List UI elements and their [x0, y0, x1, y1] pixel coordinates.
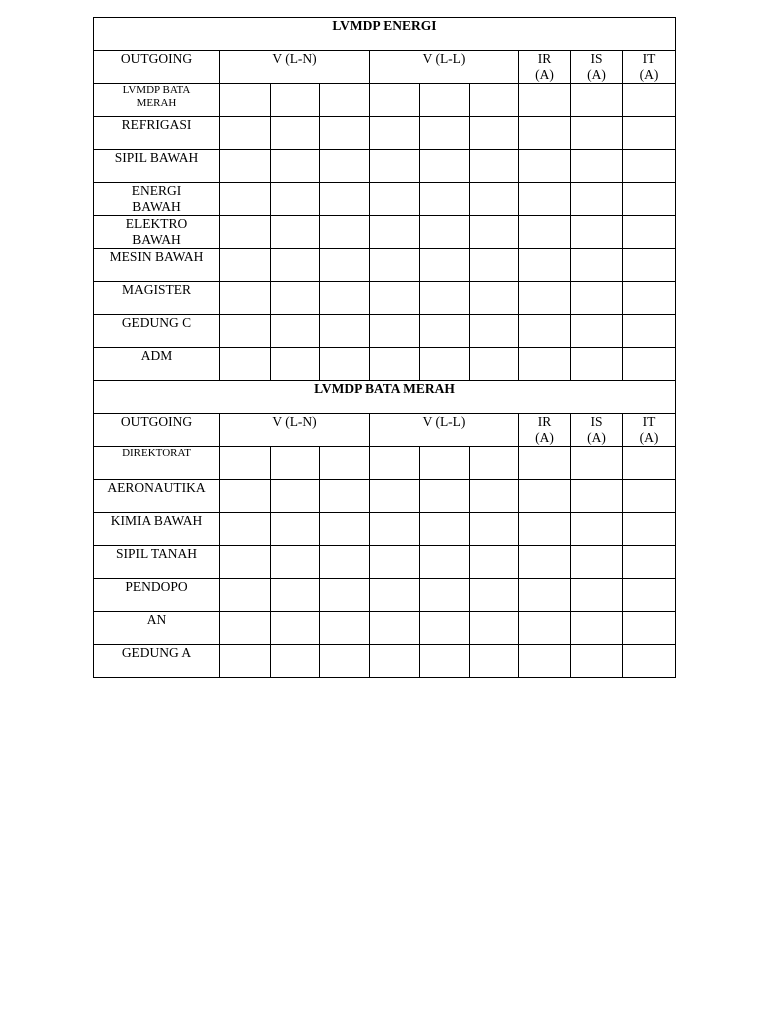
- reading-cell[interactable]: [571, 645, 623, 678]
- table-body: [94, 18, 676, 678]
- reading-cell[interactable]: [571, 315, 623, 348]
- reading-cell[interactable]: [420, 348, 470, 381]
- text-line: SIPIL BAWAH: [114, 150, 199, 165]
- reading-cell[interactable]: [420, 216, 470, 249]
- reading-cell[interactable]: [571, 117, 623, 150]
- text-line: LVMDP BATA: [122, 84, 191, 96]
- reading-cell[interactable]: [623, 84, 676, 117]
- reading-cell[interactable]: [320, 579, 370, 612]
- outgoing-label: [94, 480, 220, 513]
- reading-cell[interactable]: [623, 348, 676, 381]
- outgoing-label: [94, 150, 220, 183]
- reading-cell[interactable]: [420, 150, 470, 183]
- reading-cell[interactable]: [571, 348, 623, 381]
- reading-cell[interactable]: [519, 480, 571, 513]
- text-line: GEDUNG C: [121, 315, 192, 330]
- text-line: SIPIL TANAH: [115, 546, 198, 561]
- reading-cell[interactable]: [220, 216, 271, 249]
- reading-cell[interactable]: [623, 480, 676, 513]
- reading-cell[interactable]: [571, 447, 623, 480]
- reading-cell[interactable]: [271, 282, 320, 315]
- reading-cell[interactable]: [320, 150, 370, 183]
- reading-cell[interactable]: [370, 84, 420, 117]
- reading-cell[interactable]: [519, 645, 571, 678]
- text-line: (A): [639, 430, 659, 445]
- reading-cell[interactable]: [623, 612, 676, 645]
- reading-cell[interactable]: [623, 282, 676, 315]
- text-line: DIREKTORAT: [122, 447, 191, 459]
- reading-cell[interactable]: [470, 84, 519, 117]
- reading-cell[interactable]: [623, 150, 676, 183]
- text-line: AERONAUTIKA: [107, 480, 206, 495]
- text-line: (A): [535, 430, 554, 445]
- section-title: LVMDP BATA MERAH: [94, 381, 676, 414]
- outgoing-label: [94, 579, 220, 612]
- vll-header: V (L-L): [370, 51, 519, 84]
- it-header: [623, 51, 676, 84]
- is-header: [571, 414, 623, 447]
- reading-cell[interactable]: [470, 315, 519, 348]
- text-line: ADM: [140, 348, 173, 363]
- reading-cell[interactable]: [571, 546, 623, 579]
- reading-cell[interactable]: [271, 150, 320, 183]
- reading-cell[interactable]: [420, 183, 470, 216]
- reading-cell[interactable]: [220, 117, 271, 150]
- outgoing-header: OUTGOING: [94, 51, 220, 84]
- table-row: [94, 315, 676, 348]
- table-row: [94, 447, 676, 480]
- reading-cell[interactable]: [320, 117, 370, 150]
- table-row: [94, 480, 676, 513]
- header-row: [94, 414, 676, 447]
- reading-cell[interactable]: [271, 612, 320, 645]
- reading-cell[interactable]: [420, 579, 470, 612]
- reading-cell[interactable]: [220, 282, 271, 315]
- reading-cell[interactable]: [370, 282, 420, 315]
- reading-cell[interactable]: [271, 447, 320, 480]
- reading-cell[interactable]: [271, 645, 320, 678]
- reading-cell[interactable]: [420, 645, 470, 678]
- section-title-row: [94, 18, 676, 51]
- is-header: [571, 51, 623, 84]
- table-row: [94, 612, 676, 645]
- text-line: AN: [146, 612, 167, 627]
- table-row: [94, 150, 676, 183]
- reading-cell[interactable]: [320, 315, 370, 348]
- reading-cell[interactable]: [519, 513, 571, 546]
- reading-cell[interactable]: [470, 216, 519, 249]
- reading-cell[interactable]: [320, 645, 370, 678]
- reading-cell[interactable]: [571, 579, 623, 612]
- outgoing-label: [94, 447, 220, 480]
- reading-cell[interactable]: [220, 480, 271, 513]
- header-row: [94, 51, 676, 84]
- reading-cell[interactable]: [470, 282, 519, 315]
- reading-cell[interactable]: [571, 150, 623, 183]
- reading-cell[interactable]: [370, 546, 420, 579]
- text-line: (A): [587, 430, 606, 445]
- text-line: MESIN BAWAH: [109, 249, 204, 264]
- reading-cell[interactable]: [519, 546, 571, 579]
- text-line: BAWAH: [132, 232, 181, 247]
- reading-cell[interactable]: [470, 480, 519, 513]
- outgoing-label: [94, 513, 220, 546]
- reading-cell[interactable]: [271, 249, 320, 282]
- reading-cell[interactable]: [370, 447, 420, 480]
- table-row: [94, 579, 676, 612]
- reading-cell[interactable]: [519, 282, 571, 315]
- reading-cell[interactable]: [470, 183, 519, 216]
- outgoing-label: [94, 282, 220, 315]
- reading-cell[interactable]: [420, 282, 470, 315]
- text-line: IS: [590, 414, 603, 429]
- reading-cell[interactable]: [519, 249, 571, 282]
- text-line: PENDOPO: [125, 579, 188, 594]
- reading-cell[interactable]: [420, 612, 470, 645]
- table-row: [94, 216, 676, 249]
- reading-cell[interactable]: [220, 348, 271, 381]
- reading-cell[interactable]: [271, 117, 320, 150]
- reading-cell[interactable]: [519, 612, 571, 645]
- reading-cell[interactable]: [320, 183, 370, 216]
- reading-cell[interactable]: [220, 612, 271, 645]
- reading-cell[interactable]: [623, 216, 676, 249]
- reading-cell[interactable]: [470, 612, 519, 645]
- reading-cell[interactable]: [370, 645, 420, 678]
- it-header: [623, 414, 676, 447]
- reading-cell[interactable]: [519, 84, 571, 117]
- outgoing-label: [94, 84, 220, 117]
- reading-cell[interactable]: [470, 513, 519, 546]
- reading-cell[interactable]: [370, 183, 420, 216]
- reading-cell[interactable]: [623, 579, 676, 612]
- reading-cell[interactable]: [320, 612, 370, 645]
- table-row: [94, 348, 676, 381]
- reading-cell[interactable]: [220, 84, 271, 117]
- text-line: (A): [535, 67, 554, 82]
- reading-cell[interactable]: [571, 612, 623, 645]
- reading-cell[interactable]: [571, 216, 623, 249]
- reading-cell[interactable]: [271, 579, 320, 612]
- reading-cell[interactable]: [420, 480, 470, 513]
- reading-cell[interactable]: [370, 348, 420, 381]
- reading-cell[interactable]: [220, 447, 271, 480]
- reading-cell[interactable]: [470, 546, 519, 579]
- reading-cell[interactable]: [271, 84, 320, 117]
- text-line: IT: [642, 51, 656, 66]
- outgoing-label: [94, 546, 220, 579]
- reading-cell[interactable]: [470, 249, 519, 282]
- text-line: MERAH: [136, 97, 177, 109]
- outgoing-label: [94, 645, 220, 678]
- reading-cell[interactable]: [420, 546, 470, 579]
- reading-cell[interactable]: [370, 150, 420, 183]
- outgoing-label: [94, 249, 220, 282]
- reading-cell[interactable]: [623, 447, 676, 480]
- table-row: [94, 513, 676, 546]
- text-line: ENERGI: [131, 183, 182, 198]
- reading-cell[interactable]: [370, 117, 420, 150]
- text-line: KIMIA BAWAH: [110, 513, 203, 528]
- reading-cell[interactable]: [420, 249, 470, 282]
- outgoing-label: [94, 183, 220, 216]
- reading-cell[interactable]: [623, 117, 676, 150]
- text-line: ELEKTRO: [125, 216, 188, 231]
- reading-cell[interactable]: [220, 183, 271, 216]
- text-line: (A): [587, 67, 606, 82]
- text-line: GEDUNG A: [121, 645, 192, 660]
- reading-cell[interactable]: [470, 579, 519, 612]
- reading-cell[interactable]: [220, 513, 271, 546]
- reading-cell[interactable]: [420, 513, 470, 546]
- vln-header: V (L-N): [220, 51, 370, 84]
- reading-cell[interactable]: [420, 447, 470, 480]
- table-row: [94, 117, 676, 150]
- reading-cell[interactable]: [370, 612, 420, 645]
- reading-cell[interactable]: [519, 117, 571, 150]
- measurement-table: [93, 17, 676, 678]
- reading-cell[interactable]: [370, 579, 420, 612]
- outgoing-label: [94, 315, 220, 348]
- reading-cell[interactable]: [571, 84, 623, 117]
- section-title: LVMDP ENERGI: [94, 18, 676, 51]
- text-line: IR: [537, 51, 552, 66]
- reading-cell[interactable]: [370, 249, 420, 282]
- reading-cell[interactable]: [571, 183, 623, 216]
- reading-cell[interactable]: [623, 513, 676, 546]
- ir-header: [519, 51, 571, 84]
- reading-cell[interactable]: [320, 480, 370, 513]
- text-line: MAGISTER: [121, 282, 191, 297]
- ir-header: [519, 414, 571, 447]
- reading-cell[interactable]: [519, 216, 571, 249]
- reading-cell[interactable]: [470, 645, 519, 678]
- reading-cell[interactable]: [220, 249, 271, 282]
- table-row: [94, 282, 676, 315]
- section-title-row: [94, 381, 676, 414]
- table-row: [94, 546, 676, 579]
- reading-cell[interactable]: [519, 447, 571, 480]
- reading-cell[interactable]: [370, 315, 420, 348]
- reading-cell[interactable]: [220, 150, 271, 183]
- reading-cell[interactable]: [420, 315, 470, 348]
- reading-cell[interactable]: [470, 348, 519, 381]
- reading-cell[interactable]: [519, 315, 571, 348]
- text-line: REFRIGASI: [121, 117, 192, 132]
- reading-cell[interactable]: [623, 183, 676, 216]
- reading-cell[interactable]: [271, 480, 320, 513]
- table-row: [94, 645, 676, 678]
- reading-cell[interactable]: [370, 216, 420, 249]
- reading-cell[interactable]: [370, 513, 420, 546]
- reading-cell[interactable]: [220, 546, 271, 579]
- reading-cell[interactable]: [320, 249, 370, 282]
- table-row: [94, 249, 676, 282]
- reading-cell[interactable]: [420, 84, 470, 117]
- outgoing-header: OUTGOING: [94, 414, 220, 447]
- reading-cell[interactable]: [220, 315, 271, 348]
- reading-cell[interactable]: [470, 150, 519, 183]
- text-line: IS: [590, 51, 603, 66]
- outgoing-label: [94, 117, 220, 150]
- reading-cell[interactable]: [271, 315, 320, 348]
- reading-cell[interactable]: [571, 249, 623, 282]
- reading-cell[interactable]: [271, 513, 320, 546]
- outgoing-label: [94, 216, 220, 249]
- text-line: BAWAH: [132, 199, 181, 214]
- reading-cell[interactable]: [320, 216, 370, 249]
- vll-header: V (L-L): [370, 414, 519, 447]
- reading-cell[interactable]: [623, 315, 676, 348]
- reading-cell[interactable]: [271, 348, 320, 381]
- reading-cell[interactable]: [623, 645, 676, 678]
- reading-cell[interactable]: [519, 348, 571, 381]
- text-line: (A): [639, 67, 659, 82]
- reading-cell[interactable]: [470, 447, 519, 480]
- vln-header: V (L-N): [220, 414, 370, 447]
- reading-cell[interactable]: [320, 282, 370, 315]
- reading-cell[interactable]: [271, 183, 320, 216]
- reading-cell[interactable]: [623, 249, 676, 282]
- reading-cell[interactable]: [623, 546, 676, 579]
- reading-cell[interactable]: [320, 447, 370, 480]
- outgoing-label: [94, 612, 220, 645]
- reading-cell[interactable]: [320, 84, 370, 117]
- reading-cell[interactable]: [571, 513, 623, 546]
- reading-cell[interactable]: [420, 117, 470, 150]
- table-row: [94, 183, 676, 216]
- reading-cell[interactable]: [271, 546, 320, 579]
- text-line: IT: [642, 414, 656, 429]
- outgoing-label: [94, 348, 220, 381]
- reading-cell[interactable]: [320, 546, 370, 579]
- reading-cell[interactable]: [320, 513, 370, 546]
- reading-cell[interactable]: [220, 645, 271, 678]
- reading-cell[interactable]: [320, 348, 370, 381]
- reading-cell[interactable]: [470, 117, 519, 150]
- reading-cell[interactable]: [220, 579, 271, 612]
- reading-cell[interactable]: [519, 183, 571, 216]
- text-line: IR: [537, 414, 552, 429]
- reading-cell[interactable]: [571, 480, 623, 513]
- reading-cell[interactable]: [571, 282, 623, 315]
- reading-cell[interactable]: [519, 150, 571, 183]
- reading-cell[interactable]: [271, 216, 320, 249]
- reading-cell[interactable]: [370, 480, 420, 513]
- table-row: [94, 84, 676, 117]
- reading-cell[interactable]: [519, 579, 571, 612]
